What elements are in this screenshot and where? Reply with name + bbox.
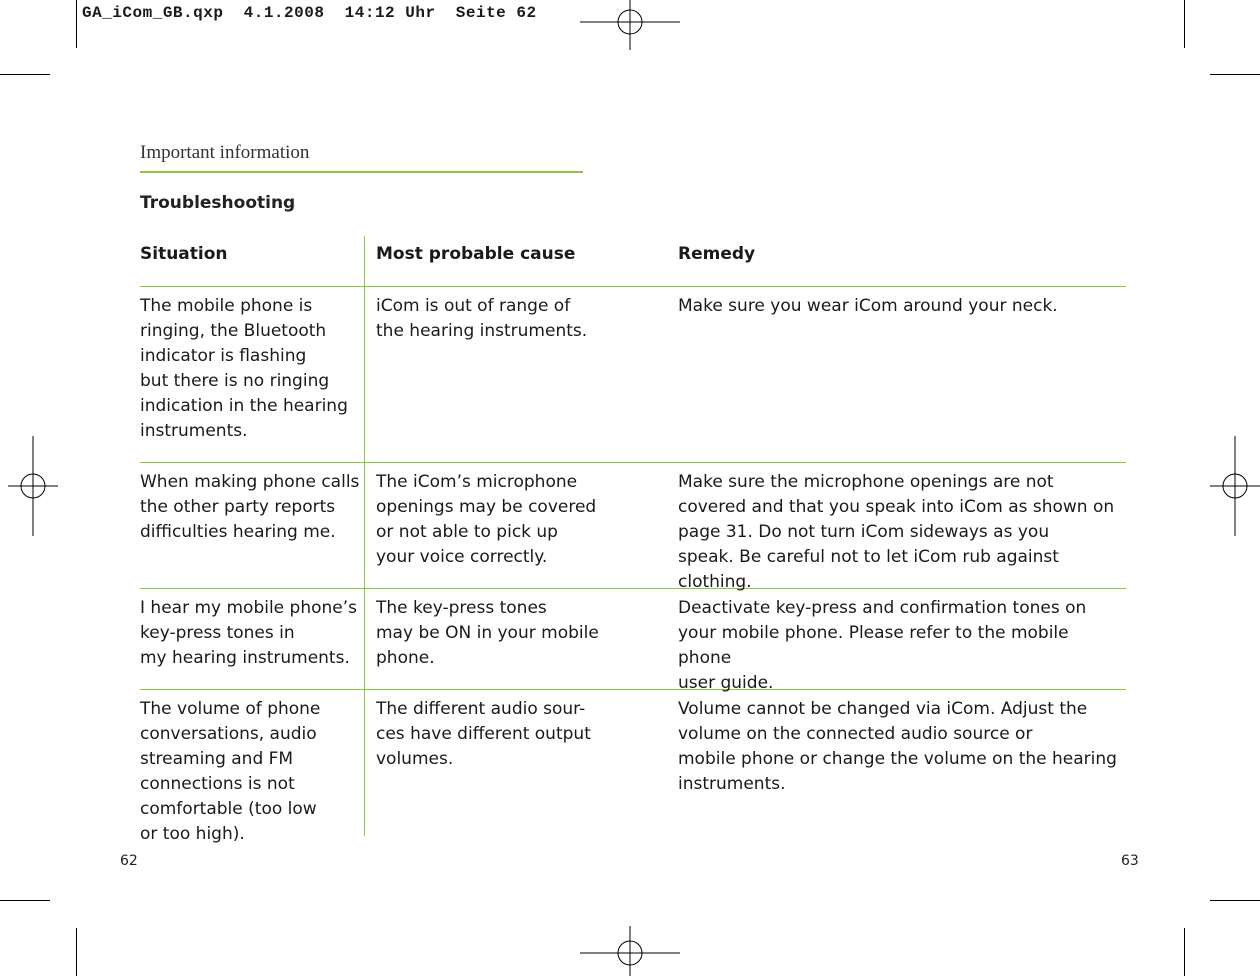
situation-cell: When making phone calls the other party reports difficulties hearing me. [140,472,360,542]
section-title: Important information [140,142,310,163]
registration-mark-icon [1210,436,1260,536]
cause-cell: The different audio sour- ces have different output volumes. [376,699,591,769]
remedy-cell: Make sure the microphone openings are not covered and that you speak into iCom as shown on page 31. Do not turn iCom sideways as you speak. Be careful not to let iCom rub against clothing. [678,472,1115,592]
table-row [140,463,1126,592]
remedy-cell: Volume cannot be changed via iCom. Adjust the volume on the connected audio source or mobile phone or change the volume on the hearing instruments. [678,699,1117,794]
cause-cell: iCom is out of range of the hearing instruments. [376,296,588,341]
crop-mark [0,900,50,901]
cause-cell: The key-press tones may be ON in your mobile phone. [376,598,599,668]
remedy-cell: Make sure you wear iCom around your neck. [678,296,1058,316]
situation-cell: I hear my mobile phone’s key-press tones in my hearing instruments. [140,598,358,668]
column-header-situation: Situation [140,244,228,264]
column-header-remedy: Remedy [678,244,756,264]
page-heading: Troubleshooting [140,193,296,213]
situation-cell: The mobile phone is ringing, the Bluetooth indicator is flashing but there is no ringing indication in the hearing instruments. [140,296,348,441]
troubleshooting-table [140,240,1126,847]
registration-mark-icon [580,926,680,976]
crop-mark [76,928,77,976]
table-row [140,690,1126,847]
page-number-left: 62 [120,853,138,869]
registration-mark-icon [8,436,58,536]
crop-mark [1210,900,1260,901]
crop-mark [1184,0,1185,48]
registration-mark-icon [580,0,680,50]
crop-mark [0,74,50,75]
table-row [140,589,1126,693]
table-row [140,287,1126,463]
cause-cell: The iCom’s microphone openings may be covered or not able to pick up your voice correctly. [376,472,597,567]
crop-mark [1184,928,1185,976]
crop-mark [1210,74,1260,75]
section-divider [140,171,583,173]
page-number-right: 63 [1121,853,1139,869]
print-slug: GA_iCom_GB.qxp 4.1.2008 14:12 Uhr Seite 62 [82,4,537,22]
remedy-cell: Deactivate key-press and confirmation tones on your mobile phone. Please refer to the mobile phone user guide. [678,598,1087,693]
crop-mark [76,0,77,48]
situation-cell: The volume of phone conversations, audio streaming and FM connections is not comfortable (too low or too high). [140,699,321,844]
table-header-row [140,240,1126,287]
column-header-cause: Most probable cause [376,244,576,264]
